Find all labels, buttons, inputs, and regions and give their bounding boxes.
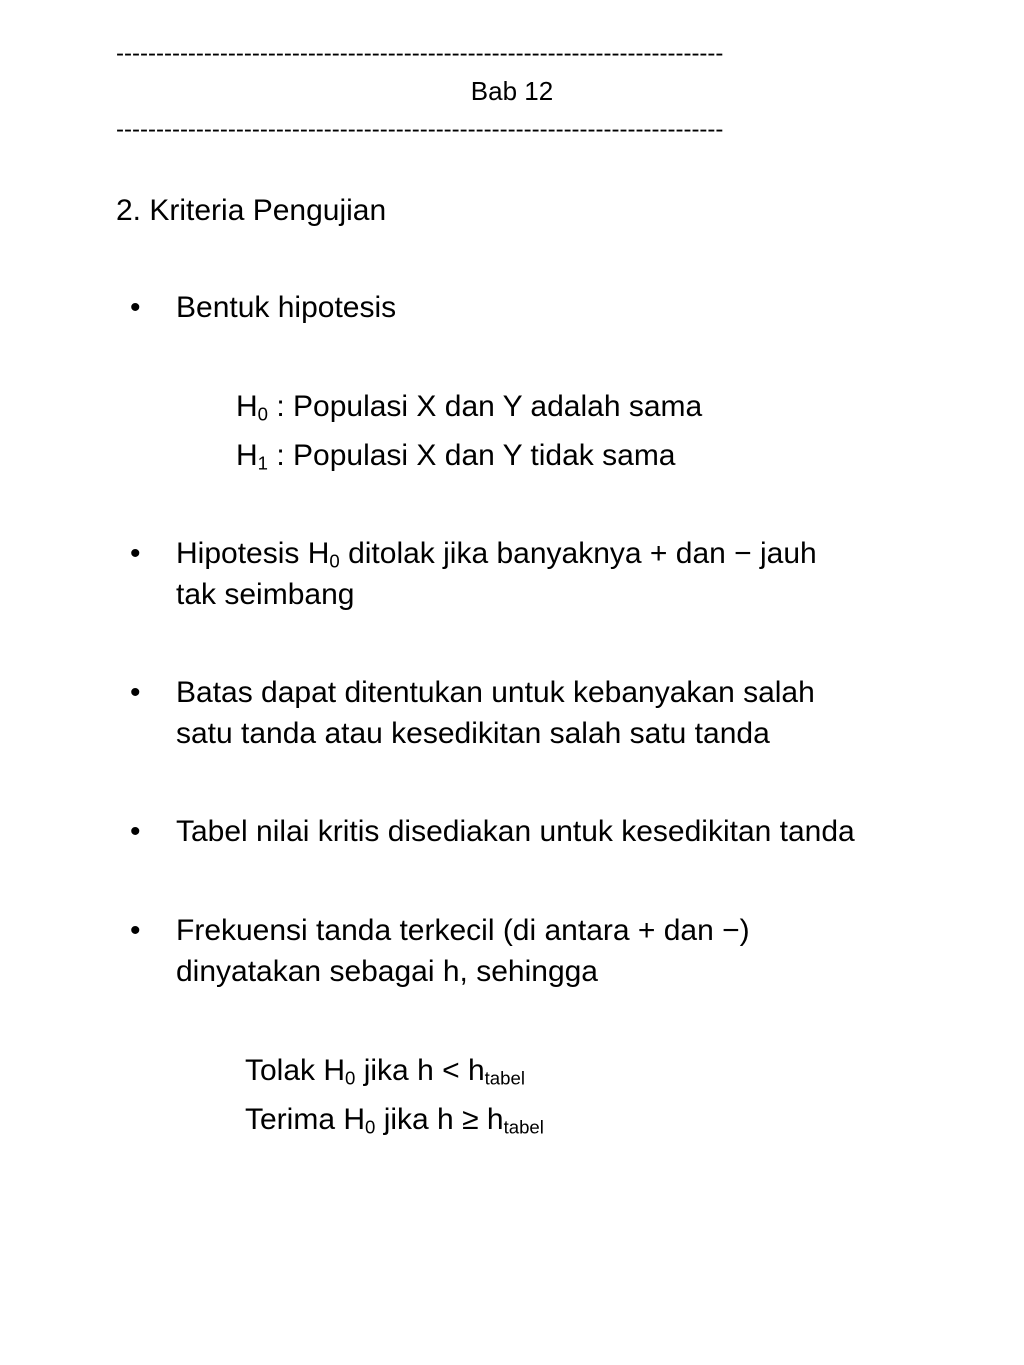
reject-pre: Tolak H bbox=[245, 1054, 346, 1087]
bullet-marker: • bbox=[130, 676, 141, 709]
h1-text: : Populasi X dan Y tidak sama bbox=[268, 439, 676, 472]
section-title: 2. Kriteria Pengujian bbox=[116, 194, 387, 227]
hypothesis-h0 bbox=[236, 387, 702, 427]
reject-subscript: 0 bbox=[345, 1067, 356, 1089]
reject-mid: jika h < h bbox=[355, 1054, 485, 1087]
bullet-text-batas-line1: Batas dapat ditentukan untuk kebanyakan salah bbox=[176, 676, 815, 709]
accept-subscript: 0 bbox=[365, 1116, 376, 1138]
accept-subscript-tabel: tabel bbox=[503, 1116, 544, 1138]
h0-subscript: 0 bbox=[257, 403, 269, 425]
h0-text: : Populasi X dan Y adalah sama bbox=[268, 390, 703, 423]
bullet-marker: • bbox=[130, 537, 141, 570]
bullet-marker: • bbox=[130, 914, 141, 947]
bullet-text-tabel: Tabel nilai kritis disediakan untuk kesedikitan tanda bbox=[176, 815, 855, 848]
bullet-marker: • bbox=[130, 291, 141, 324]
b2-post: ditolak jika banyaknya + dan − jauh bbox=[339, 537, 817, 570]
accept-pre: Terima H bbox=[245, 1103, 366, 1136]
hypothesis-h1 bbox=[236, 436, 676, 476]
decision-accept bbox=[245, 1100, 544, 1140]
decision-reject bbox=[245, 1051, 525, 1091]
accept-mid: jika h ≥ h bbox=[375, 1103, 504, 1136]
bullet-marker: • bbox=[130, 815, 141, 848]
bullet-text-bentuk-hipotesis: Bentuk hipotesis bbox=[176, 291, 397, 324]
chapter-title: Bab 12 bbox=[470, 76, 554, 106]
bullet-text-batas-line2: satu tanda atau kesedikitan salah satu tanda bbox=[176, 717, 770, 750]
header-rule-bottom: ---------------------------------------------------------------------------- bbox=[116, 116, 724, 143]
bullet-text-ditolak-line1 bbox=[176, 534, 817, 574]
b2-pre: Hipotesis H bbox=[176, 537, 330, 570]
h1-symbol: H bbox=[236, 439, 258, 472]
header-rule-top: ---------------------------------------------------------------------------- bbox=[116, 40, 724, 67]
b2-subscript: 0 bbox=[329, 550, 340, 572]
bullet-text-frekuensi-line2: dinyatakan sebagai h, sehingga bbox=[176, 955, 598, 988]
bullet-text-frekuensi-line1: Frekuensi tanda terkecil (di antara + dan −) bbox=[176, 914, 750, 947]
bullet-text-ditolak-line2: tak seimbang bbox=[176, 578, 355, 611]
h1-subscript: 1 bbox=[257, 452, 269, 474]
h0-symbol: H bbox=[236, 390, 258, 423]
reject-subscript-tabel: tabel bbox=[484, 1067, 525, 1089]
